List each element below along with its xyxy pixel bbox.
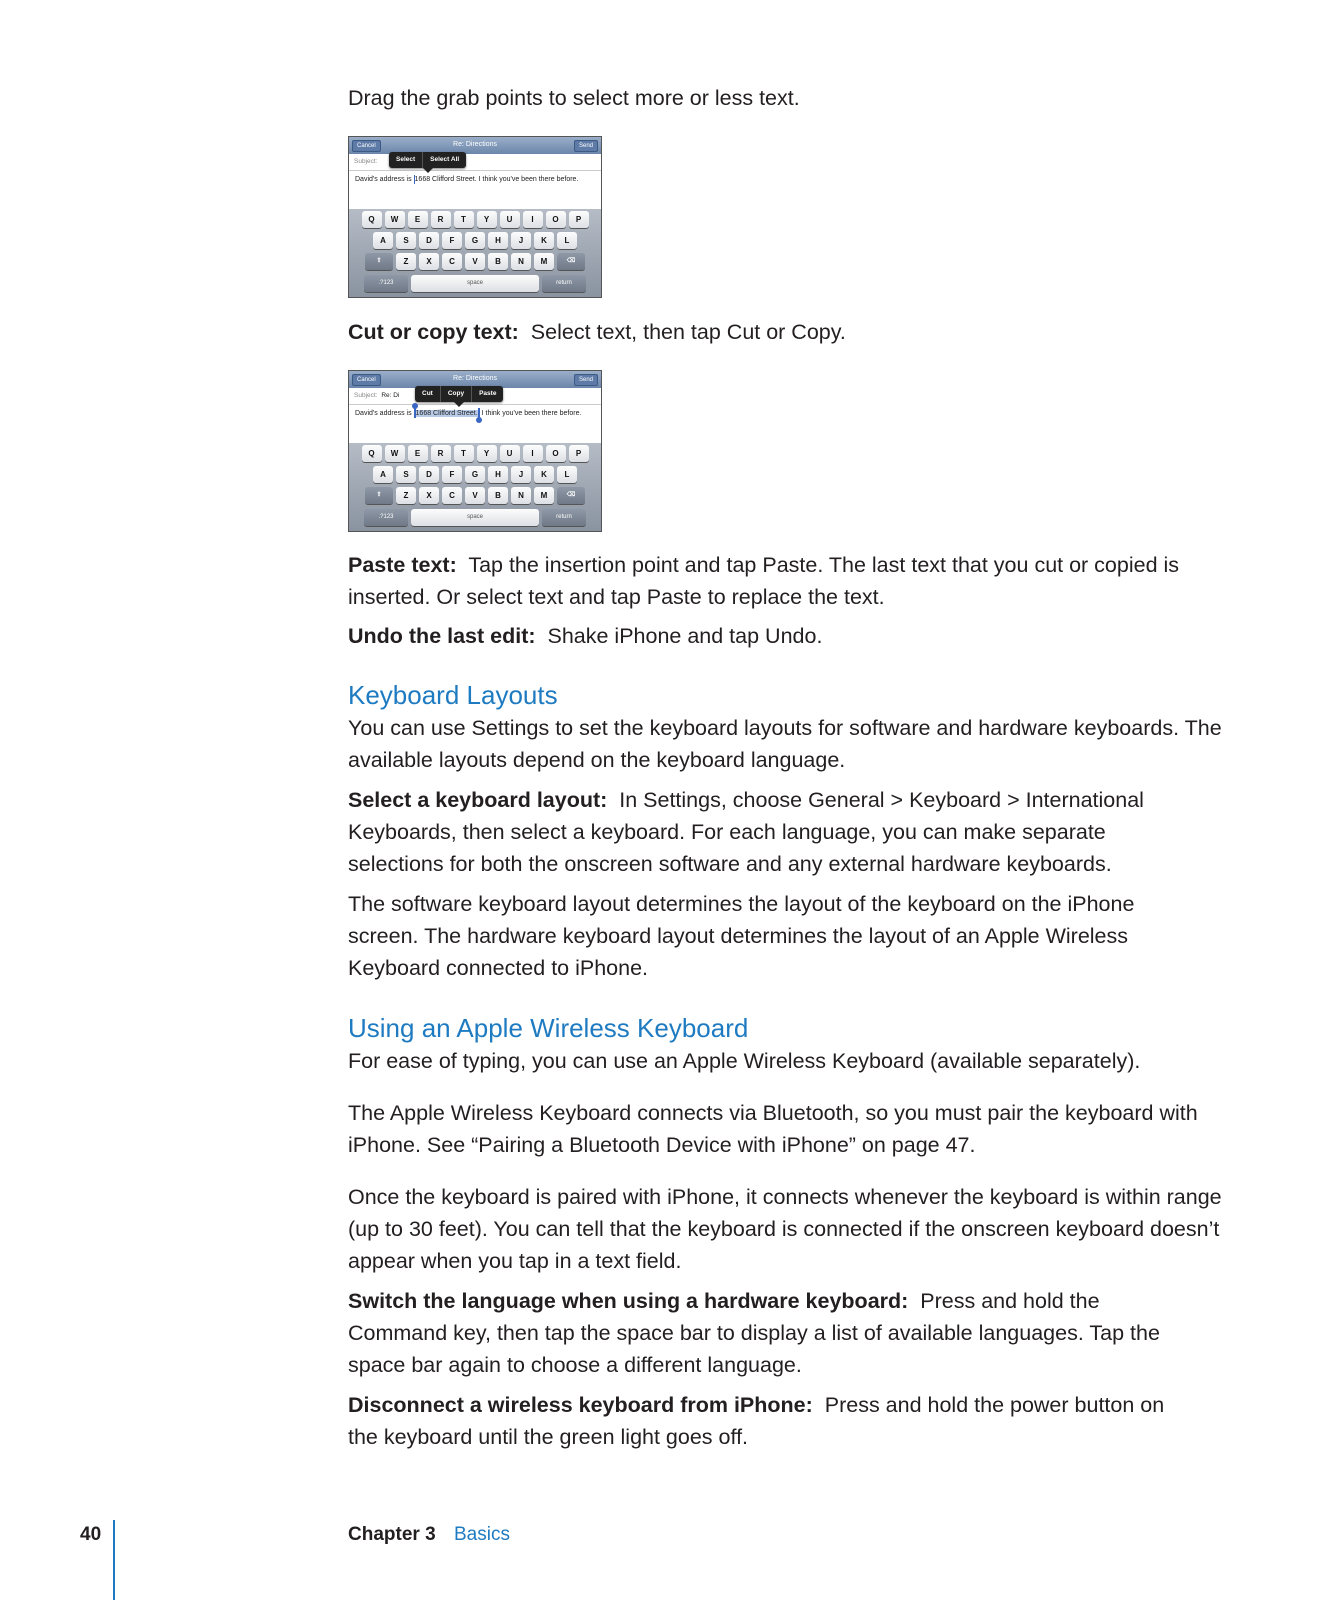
keyboard-row-3 — [349, 487, 601, 504]
keyboard-row-2 — [349, 466, 601, 483]
disconnect-text: Press and hold the power button on the keyboard until the green light goes off. — [348, 1393, 1165, 1449]
key-a[interactable]: A — [373, 466, 393, 483]
select-popup — [389, 152, 466, 168]
cut-copy-text: Select text, then tap Cut or Copy. — [530, 320, 846, 344]
key-m[interactable]: M — [534, 253, 554, 270]
key-z[interactable]: Z — [396, 487, 416, 504]
key-t[interactable]: T — [454, 445, 474, 462]
subject-field[interactable] — [349, 154, 601, 171]
undo-text: Shake iPhone and tap Undo. — [547, 624, 823, 648]
key-o[interactable]: O — [546, 211, 566, 228]
key-p[interactable]: P — [569, 445, 589, 462]
paste-text: Tap the insertion point and tap Paste. The last text that you cut or copied is inserted. Or select text and tap Paste to replace the text. — [348, 553, 1180, 609]
key-c[interactable]: C — [442, 487, 462, 504]
cancel-button[interactable]: Cancel — [352, 140, 381, 152]
software-layout-paragraph: The software keyboard layout determines the layout of the keyboard on the iPhone screen. The hardware keyboard layout determines the layout of an Apple Wireless Keyboard connected to iPhone. — [348, 892, 1135, 980]
disconnect-label: Disconnect a wireless keyboard from iPhone: — [348, 1393, 813, 1417]
switch-language-label: Switch the language when using a hardware keyboard: — [348, 1289, 909, 1313]
key-g[interactable]: G — [465, 232, 485, 249]
key-f[interactable]: F — [442, 232, 462, 249]
key-x[interactable]: X — [419, 487, 439, 504]
grab-point-end[interactable] — [478, 408, 480, 418]
key-q[interactable]: Q — [362, 211, 382, 228]
select-all-button[interactable]: Select All — [430, 156, 460, 163]
switch-language-text: Press and hold the Command key, then tap the space bar to display a list of available languages. Tap the space bar again to choose a different language. — [348, 1289, 1160, 1377]
select-screenshot — [348, 136, 602, 298]
paste-label: Paste text: — [348, 553, 457, 577]
key-l[interactable]: L — [557, 232, 577, 249]
key-k[interactable]: K — [534, 232, 554, 249]
bluetooth-paragraph: The Apple Wireless Keyboard connects via Bluetooth, so you must pair the keyboard with iPhone. See “Pairing a Bluetooth Device with iPhone” on page 47. — [348, 1101, 1198, 1157]
chapter-title: Basics — [454, 1524, 510, 1545]
grab-point-start[interactable] — [414, 408, 416, 418]
key-c[interactable]: C — [442, 253, 462, 270]
space-key[interactable]: space — [411, 509, 539, 526]
wireless-intro: For ease of typing, you can use an Apple Wireless Keyboard (available separately). — [348, 1049, 1141, 1073]
shift-key[interactable]: ⇧ — [365, 487, 393, 504]
onscreen-keyboard — [349, 443, 601, 531]
key-l[interactable]: L — [557, 466, 577, 483]
key-g[interactable]: G — [465, 466, 485, 483]
key-r[interactable]: R — [431, 445, 451, 462]
key-z[interactable]: Z — [396, 253, 416, 270]
chapter-label: Chapter 3 — [348, 1524, 436, 1545]
numbers-key[interactable]: .?123 — [364, 509, 408, 526]
delete-key[interactable]: ⌫ — [557, 253, 585, 270]
key-n[interactable]: N — [511, 253, 531, 270]
select-button[interactable]: Select — [389, 152, 423, 168]
nav-title: Re: Directions — [453, 141, 497, 148]
subject-label: Subject: — [354, 392, 378, 399]
copy-button[interactable]: Copy — [441, 386, 472, 402]
keyboard-row-1 — [349, 445, 601, 462]
keyboard-row-4 — [349, 509, 601, 526]
key-b[interactable]: B — [488, 487, 508, 504]
key-p[interactable]: P — [569, 211, 589, 228]
body-before: David's address is — [355, 410, 414, 417]
paste-paragraph — [348, 549, 1228, 613]
key-d[interactable]: D — [419, 466, 439, 483]
key-s[interactable]: S — [396, 466, 416, 483]
key-u[interactable]: U — [500, 445, 520, 462]
keyboard-row-3 — [349, 253, 601, 270]
key-e[interactable]: E — [408, 211, 428, 228]
body-after: 1668 Clifford Street. I think you've been there before. — [414, 176, 579, 183]
key-y[interactable]: Y — [477, 445, 497, 462]
key-s[interactable]: S — [396, 232, 416, 249]
cut-copy-paragraph — [348, 316, 846, 348]
key-m[interactable]: M — [534, 487, 554, 504]
keyboard-row-2 — [349, 232, 601, 249]
cut-copy-screenshot — [348, 370, 602, 532]
select-layout-text: In Settings, choose General > Keyboard > International Keyboards, then select a keyboard. For each language, you can make separate selections for both the onscreen software and any external hardware keyboards. — [348, 788, 1144, 876]
key-k[interactable]: K — [534, 466, 554, 483]
select-layout-label: Select a keyboard layout: — [348, 788, 608, 812]
nav-bar — [349, 137, 601, 154]
page-number: 40 — [80, 1524, 102, 1545]
key-i[interactable]: I — [523, 211, 543, 228]
select-layout-paragraph — [348, 784, 1178, 880]
shift-key[interactable]: ⇧ — [365, 253, 393, 270]
key-t[interactable]: T — [454, 211, 474, 228]
send-button[interactable]: Send — [574, 374, 598, 386]
key-o[interactable]: O — [546, 445, 566, 462]
space-key[interactable]: space — [411, 275, 539, 292]
key-e[interactable]: E — [408, 445, 428, 462]
footer-rule — [113, 1520, 115, 1600]
delete-key[interactable]: ⌫ — [557, 487, 585, 504]
key-w[interactable]: W — [385, 445, 405, 462]
key-j[interactable]: J — [511, 232, 531, 249]
onscreen-keyboard — [349, 209, 601, 297]
message-body[interactable] — [355, 174, 595, 185]
key-u[interactable]: U — [500, 211, 520, 228]
key-w[interactable]: W — [385, 211, 405, 228]
keyboard-layouts-heading: Keyboard Layouts — [348, 680, 558, 710]
return-key[interactable]: return — [542, 509, 586, 526]
keyboard-layouts-intro: You can use Settings to set the keyboard layouts for software and hardware keyboards. The available layouts depend on the keyboard language. — [348, 716, 1222, 772]
paired-paragraph: Once the keyboard is paired with iPhone, it connects whenever the keyboard is within range (up to 30 feet). You can tell that the keyboard is connected if the onscreen keyboard doesn’t appear when you tap in a text field. — [348, 1185, 1222, 1273]
compose-area — [349, 154, 601, 209]
key-j[interactable]: J — [511, 466, 531, 483]
key-v[interactable]: V — [465, 253, 485, 270]
message-body[interactable] — [355, 408, 595, 419]
key-r[interactable]: R — [431, 211, 451, 228]
key-n[interactable]: N — [511, 487, 531, 504]
key-x[interactable]: X — [419, 253, 439, 270]
key-h[interactable]: H — [488, 466, 508, 483]
key-d[interactable]: D — [419, 232, 439, 249]
edit-popup — [415, 386, 503, 402]
cancel-button[interactable]: Cancel — [352, 374, 381, 386]
key-v[interactable]: V — [465, 487, 485, 504]
cut-button[interactable]: Cut — [415, 386, 441, 402]
key-q[interactable]: Q — [362, 445, 382, 462]
selected-text: 1668 Clifford Street. — [415, 410, 478, 417]
key-y[interactable]: Y — [477, 211, 497, 228]
numbers-key[interactable]: .?123 — [364, 275, 408, 292]
key-h[interactable]: H — [488, 232, 508, 249]
return-key[interactable]: return — [542, 275, 586, 292]
undo-label: Undo the last edit: — [348, 624, 536, 648]
send-button[interactable]: Send — [574, 140, 598, 152]
subject-value: Re: Di — [381, 392, 400, 399]
intro-text: Drag the grab points to select more or less text. — [348, 86, 800, 110]
keyboard-row-4 — [349, 275, 601, 292]
body-before: David's address is — [355, 176, 414, 183]
body-after: I think you've been there before. — [479, 410, 582, 417]
keyboard-row-1 — [349, 211, 601, 228]
paste-button[interactable]: Paste — [479, 390, 497, 397]
undo-paragraph — [348, 620, 822, 652]
wireless-keyboard-heading: Using an Apple Wireless Keyboard — [348, 1013, 749, 1043]
switch-language-paragraph — [348, 1285, 1203, 1381]
nav-title: Re: Directions — [453, 375, 497, 382]
cut-copy-label: Cut or copy text: — [348, 320, 519, 344]
subject-label: Subject: — [354, 158, 378, 165]
key-b[interactable]: B — [488, 253, 508, 270]
key-f[interactable]: F — [442, 466, 462, 483]
key-a[interactable]: A — [373, 232, 393, 249]
key-i[interactable]: I — [523, 445, 543, 462]
disconnect-paragraph — [348, 1389, 1198, 1453]
